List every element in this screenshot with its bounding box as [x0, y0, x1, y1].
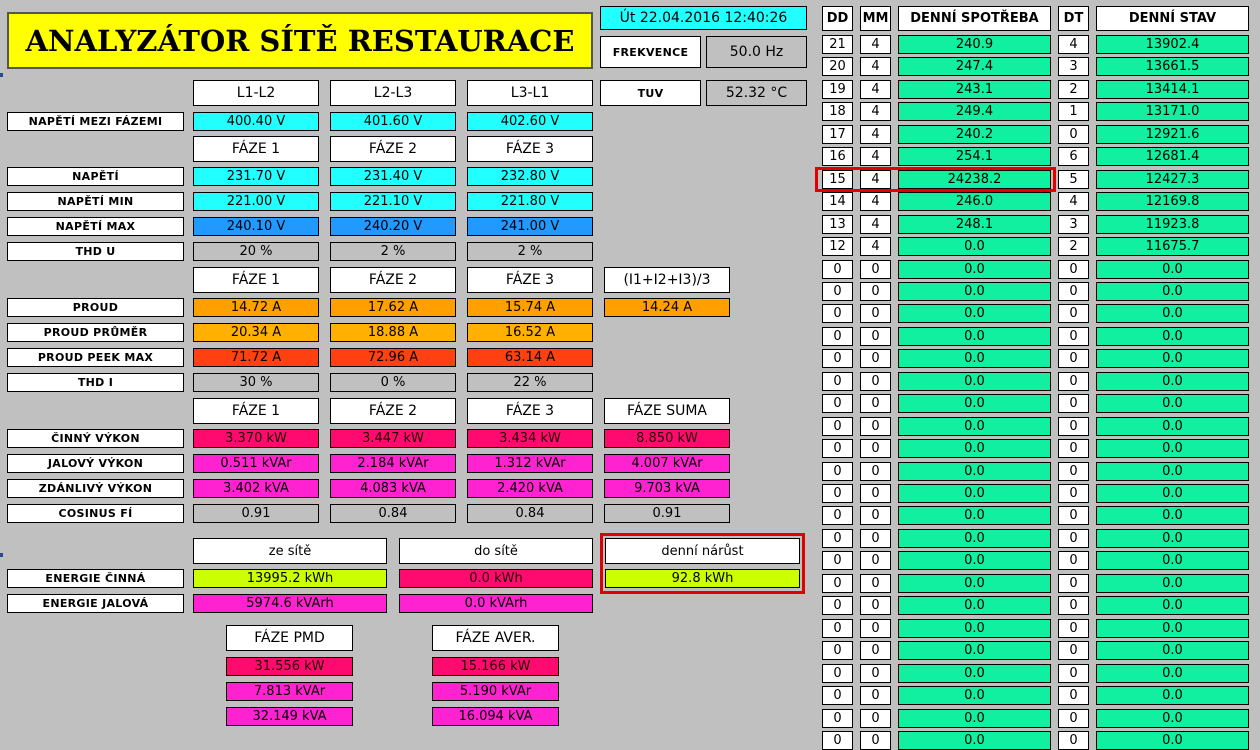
table-cell-daily-consumption: 0.0: [898, 484, 1051, 503]
row-label-line-voltage: NAPĚTÍ MEZI FÁZEMI: [7, 112, 184, 131]
table-cell-daily-state: 0.0: [1096, 619, 1249, 638]
table-cell-daily-consumption: 0.0: [898, 506, 1051, 525]
table-cell-dt: 0: [1058, 462, 1089, 481]
table-cell-dt: 0: [1058, 484, 1089, 503]
current-header-phase-3: FÁZE 3: [467, 267, 593, 293]
row-label-current-avg: PROUD PRŮMĚR: [7, 323, 184, 342]
table-cell-mm: 0: [860, 574, 891, 593]
voltage-max-phase-1: 240.10 V: [193, 217, 319, 236]
table-cell-daily-state: 13414.1: [1096, 80, 1249, 99]
table-cell-dt: 0: [1058, 260, 1089, 279]
table-cell-mm: 4: [860, 102, 891, 121]
table-header-daily-consumption: DENNÍ SPOTŘEBA: [898, 6, 1051, 31]
table-cell-daily-state: 0.0: [1096, 304, 1249, 323]
power-header-phase-1: FÁZE 1: [193, 398, 319, 424]
reactive-power-phase-1: 0.511 kVAr: [193, 454, 319, 473]
cosinus-phase-1: 0.91: [193, 504, 319, 523]
table-cell-mm: 0: [860, 439, 891, 458]
table-header-dd: DD: [822, 6, 853, 31]
table-cell-dt: 2: [1058, 237, 1089, 256]
aver-active-power: 15.166 kW: [432, 657, 559, 676]
header-phase-2: FÁZE 2: [330, 136, 456, 162]
table-cell-dt: 0: [1058, 417, 1089, 436]
row-label-voltage-max: NAPĚTÍ MAX: [7, 217, 184, 236]
current-phase-1: 14.72 A: [193, 298, 319, 317]
reactive-energy-from-grid: 5974.6 kVArh: [193, 594, 387, 613]
aver-header: FÁZE AVER.: [432, 625, 559, 651]
table-cell-daily-state: 0.0: [1096, 731, 1249, 750]
power-header-phase-3: FÁZE 3: [467, 398, 593, 424]
table-cell-daily-consumption: 0.0: [898, 709, 1051, 728]
cosinus-phase-2: 0.84: [330, 504, 456, 523]
table-cell-dd: 0: [822, 506, 853, 525]
voltage-min-phase-2: 221.10 V: [330, 192, 456, 211]
current-peak-phase-3: 63.14 A: [467, 348, 593, 367]
table-cell-daily-state: 0.0: [1096, 641, 1249, 660]
thd-u-phase-2: 2 %: [330, 242, 456, 261]
row-label-reactive-power: JALOVÝ VÝKON: [7, 454, 184, 473]
tuv-label: TUV: [600, 80, 701, 106]
table-header-daily-state: DENNÍ STAV: [1096, 6, 1249, 31]
table-cell-daily-state: 0.0: [1096, 282, 1249, 301]
table-cell-dd: 19: [822, 80, 853, 99]
table-header-dt: DT: [1058, 6, 1089, 31]
table-cell-daily-consumption: 0.0: [898, 731, 1051, 750]
table-cell-daily-state: 0.0: [1096, 574, 1249, 593]
table-cell-daily-consumption: 0.0: [898, 596, 1051, 615]
thd-i-phase-3: 22 %: [467, 373, 593, 392]
table-cell-dt: 0: [1058, 596, 1089, 615]
active-power-phase-1: 3.370 kW: [193, 429, 319, 448]
table-cell-dd: 0: [822, 282, 853, 301]
table-cell-dd: 0: [822, 596, 853, 615]
table-cell-daily-consumption: 248.1: [898, 215, 1051, 234]
row-label-current: PROUD: [7, 298, 184, 317]
table-cell-mm: 0: [860, 484, 891, 503]
table-cell-daily-state: 12681.4: [1096, 147, 1249, 166]
power-header-phase-2: FÁZE 2: [330, 398, 456, 424]
highlight-anomalous-row: [815, 167, 1056, 192]
table-cell-daily-consumption: 0.0: [898, 260, 1051, 279]
table-cell-mm: 0: [860, 349, 891, 368]
table-cell-daily-consumption: 243.1: [898, 80, 1051, 99]
table-cell-daily-state: 0.0: [1096, 506, 1249, 525]
table-cell-daily-consumption: 0.0: [898, 327, 1051, 346]
voltage-phase-1: 231.70 V: [193, 167, 319, 186]
header-phase-1: FÁZE 1: [193, 136, 319, 162]
table-cell-dt: 0: [1058, 125, 1089, 144]
table-cell-daily-consumption: 0.0: [898, 394, 1051, 413]
table-cell-daily-consumption: 0.0: [898, 574, 1051, 593]
table-cell-daily-consumption: 0.0: [898, 282, 1051, 301]
table-cell-daily-state: 0.0: [1096, 686, 1249, 705]
table-cell-daily-consumption: 0.0: [898, 551, 1051, 570]
current-peak-phase-1: 71.72 A: [193, 348, 319, 367]
table-cell-dd: 16: [822, 147, 853, 166]
table-cell-daily-state: 0.0: [1096, 327, 1249, 346]
energy-header-daily-increase: denní nárůst: [605, 538, 800, 564]
line-voltage-l1l2: 400.40 V: [193, 112, 319, 131]
active-energy-daily-increase: 92.8 kWh: [605, 569, 800, 588]
current-header-phase-2: FÁZE 2: [330, 267, 456, 293]
row-label-active-power: ČINNÝ VÝKON: [7, 429, 184, 448]
table-cell-daily-consumption: 0.0: [898, 619, 1051, 638]
table-cell-mm: 0: [860, 709, 891, 728]
table-cell-daily-consumption: 240.2: [898, 125, 1051, 144]
apparent-power-sum: 9.703 kVA: [604, 479, 730, 498]
table-cell-mm: 0: [860, 260, 891, 279]
thd-i-phase-2: 0 %: [330, 373, 456, 392]
voltage-min-phase-3: 221.80 V: [467, 192, 593, 211]
current-peak-phase-2: 72.96 A: [330, 348, 456, 367]
table-cell-dt: 0: [1058, 709, 1089, 728]
cosinus-phase-3: 0.84: [467, 504, 593, 523]
thd-u-phase-1: 20 %: [193, 242, 319, 261]
active-power-sum: 8.850 kW: [604, 429, 730, 448]
table-cell-dt: 4: [1058, 35, 1089, 54]
voltage-max-phase-2: 240.20 V: [330, 217, 456, 236]
pmd-apparent-power: 32.149 kVA: [226, 707, 353, 726]
table-cell-daily-state: 12427.3: [1096, 170, 1249, 189]
voltage-phase-3: 232.80 V: [467, 167, 593, 186]
current-avg-phase-2: 18.88 A: [330, 323, 456, 342]
table-cell-mm: 0: [860, 731, 891, 750]
apparent-power-phase-3: 2.420 kVA: [467, 479, 593, 498]
current-phase-2: 17.62 A: [330, 298, 456, 317]
table-cell-daily-state: 0.0: [1096, 529, 1249, 548]
header-l2-l3: L2-L3: [330, 80, 456, 106]
table-cell-daily-consumption: 0.0: [898, 462, 1051, 481]
current-average: 14.24 A: [604, 298, 730, 317]
table-cell-dd: 0: [822, 731, 853, 750]
table-cell-mm: 4: [860, 35, 891, 54]
active-energy-to-grid: 0.0 kWh: [399, 569, 593, 588]
table-cell-dd: 0: [822, 349, 853, 368]
table-cell-mm: 0: [860, 529, 891, 548]
table-cell-mm: 4: [860, 170, 891, 189]
current-header-phase-1: FÁZE 1: [193, 267, 319, 293]
table-cell-dt: 2: [1058, 80, 1089, 99]
row-label-voltage-min: NAPĚTÍ MIN: [7, 192, 184, 211]
header-phase-3: FÁZE 3: [467, 136, 593, 162]
table-cell-dd: 0: [822, 619, 853, 638]
table-cell-daily-state: 0.0: [1096, 372, 1249, 391]
table-cell-mm: 0: [860, 686, 891, 705]
table-cell-daily-state: 13661.5: [1096, 57, 1249, 76]
table-cell-daily-state: 0.0: [1096, 484, 1249, 503]
table-cell-daily-consumption: 0.0: [898, 664, 1051, 683]
table-cell-daily-state: 13171.0: [1096, 102, 1249, 121]
voltage-min-phase-1: 221.00 V: [193, 192, 319, 211]
table-cell-daily-state: 12921.6: [1096, 125, 1249, 144]
table-cell-daily-consumption: 0.0: [898, 372, 1051, 391]
row-label-voltage: NAPĚTÍ: [7, 167, 184, 186]
thd-i-phase-1: 30 %: [193, 373, 319, 392]
table-cell-mm: 0: [860, 664, 891, 683]
table-cell-dd: 12: [822, 237, 853, 256]
reactive-energy-to-grid: 0.0 kVArh: [399, 594, 593, 613]
table-cell-dt: 0: [1058, 349, 1089, 368]
table-cell-dd: 0: [822, 641, 853, 660]
table-cell-dd: 18: [822, 102, 853, 121]
active-energy-from-grid: 13995.2 kWh: [193, 569, 387, 588]
table-cell-mm: 4: [860, 80, 891, 99]
table-cell-mm: 0: [860, 596, 891, 615]
table-cell-dt: 0: [1058, 304, 1089, 323]
pmd-active-power: 31.556 kW: [226, 657, 353, 676]
table-cell-daily-state: 0.0: [1096, 596, 1249, 615]
table-cell-mm: 4: [860, 237, 891, 256]
reactive-power-phase-3: 1.312 kVAr: [467, 454, 593, 473]
energy-header-to-grid: do sítě: [399, 538, 593, 564]
row-label-current-peak: PROUD PEEK MAX: [7, 348, 184, 367]
frequency-value: 50.0 Hz: [706, 36, 807, 68]
table-cell-dt: 0: [1058, 327, 1089, 346]
pmd-reactive-power: 7.813 kVAr: [226, 682, 353, 701]
voltage-max-phase-3: 241.00 V: [467, 217, 593, 236]
table-cell-dt: 0: [1058, 731, 1089, 750]
table-cell-dt: 1: [1058, 102, 1089, 121]
table-cell-dt: 0: [1058, 641, 1089, 660]
table-cell-daily-state: 0.0: [1096, 349, 1249, 368]
thd-u-phase-3: 2 %: [467, 242, 593, 261]
power-header-sum: FÁZE SUMA: [604, 398, 730, 424]
table-cell-mm: 0: [860, 641, 891, 660]
cosinus-sum: 0.91: [604, 504, 730, 523]
table-cell-daily-state: 0.0: [1096, 439, 1249, 458]
line-voltage-l2l3: 401.60 V: [330, 112, 456, 131]
table-cell-dt: 4: [1058, 192, 1089, 211]
table-cell-daily-consumption: 0.0: [898, 529, 1051, 548]
table-cell-daily-state: 0.0: [1096, 260, 1249, 279]
table-cell-dd: 0: [822, 686, 853, 705]
table-cell-dt: 0: [1058, 394, 1089, 413]
table-cell-dt: 0: [1058, 574, 1089, 593]
table-cell-daily-state: 11675.7: [1096, 237, 1249, 256]
table-cell-dd: 21: [822, 35, 853, 54]
row-label-active-energy: ENERGIE ČINNÁ: [7, 569, 184, 588]
table-cell-daily-state: 0.0: [1096, 417, 1249, 436]
table-cell-daily-consumption: 0.0: [898, 641, 1051, 660]
active-power-phase-2: 3.447 kW: [330, 429, 456, 448]
table-cell-daily-state: 11923.8: [1096, 215, 1249, 234]
row-label-cosinus: COSINUS FÍ: [7, 504, 184, 523]
table-cell-dt: 0: [1058, 664, 1089, 683]
table-cell-mm: 4: [860, 57, 891, 76]
table-cell-daily-consumption: 24238.2: [898, 170, 1051, 189]
table-cell-dd: 15: [822, 170, 853, 189]
table-cell-dt: 3: [1058, 57, 1089, 76]
table-cell-dd: 0: [822, 551, 853, 570]
table-cell-dd: 0: [822, 417, 853, 436]
row-label-thd-i: THD I: [7, 373, 184, 392]
table-cell-daily-consumption: 0.0: [898, 304, 1051, 323]
table-cell-daily-state: 0.0: [1096, 462, 1249, 481]
edge-marker: [0, 553, 3, 557]
table-cell-daily-consumption: 249.4: [898, 102, 1051, 121]
table-cell-mm: 0: [860, 282, 891, 301]
table-cell-dt: 0: [1058, 529, 1089, 548]
current-avg-phase-3: 16.52 A: [467, 323, 593, 342]
energy-header-from-grid: ze sítě: [193, 538, 387, 564]
table-cell-daily-consumption: 247.4: [898, 57, 1051, 76]
table-cell-daily-state: 0.0: [1096, 664, 1249, 683]
table-cell-daily-consumption: 0.0: [898, 349, 1051, 368]
table-cell-mm: 0: [860, 327, 891, 346]
datetime-display: Út 22.04.2016 12:40:26: [600, 6, 807, 30]
table-cell-dt: 3: [1058, 215, 1089, 234]
table-cell-daily-state: 0.0: [1096, 551, 1249, 570]
table-cell-dt: 5: [1058, 170, 1089, 189]
row-label-thd-u: THD U: [7, 242, 184, 261]
table-cell-daily-consumption: 0.0: [898, 237, 1051, 256]
table-cell-dd: 13: [822, 215, 853, 234]
pmd-header: FÁZE PMD: [226, 625, 353, 651]
table-cell-dd: 0: [822, 304, 853, 323]
table-cell-dd: 0: [822, 439, 853, 458]
highlight-daily-increase: [600, 533, 805, 594]
table-cell-mm: 0: [860, 619, 891, 638]
table-cell-mm: 4: [860, 147, 891, 166]
table-cell-dt: 0: [1058, 372, 1089, 391]
tuv-value: 52.32 °C: [706, 80, 807, 106]
table-cell-daily-consumption: 246.0: [898, 192, 1051, 211]
line-voltage-l3l1: 402.60 V: [467, 112, 593, 131]
table-cell-dd: 0: [822, 529, 853, 548]
table-cell-dd: 0: [822, 664, 853, 683]
table-cell-mm: 0: [860, 394, 891, 413]
table-cell-dd: 0: [822, 462, 853, 481]
table-cell-dt: 6: [1058, 147, 1089, 166]
current-avg-phase-1: 20.34 A: [193, 323, 319, 342]
current-phase-3: 15.74 A: [467, 298, 593, 317]
row-label-apparent-power: ZDÁNLIVÝ VÝKON: [7, 479, 184, 498]
table-cell-daily-consumption: 240.9: [898, 35, 1051, 54]
active-power-phase-3: 3.434 kW: [467, 429, 593, 448]
aver-apparent-power: 16.094 kVA: [432, 707, 559, 726]
table-cell-dt: 0: [1058, 686, 1089, 705]
apparent-power-phase-1: 3.402 kVA: [193, 479, 319, 498]
table-cell-dd: 17: [822, 125, 853, 144]
table-cell-dd: 0: [822, 484, 853, 503]
table-cell-daily-consumption: 0.0: [898, 439, 1051, 458]
reactive-power-sum: 4.007 kVAr: [604, 454, 730, 473]
table-cell-mm: 0: [860, 417, 891, 436]
table-cell-dd: 14: [822, 192, 853, 211]
header-l3-l1: L3-L1: [467, 80, 593, 106]
reactive-power-phase-2: 2.184 kVAr: [330, 454, 456, 473]
table-cell-daily-consumption: 254.1: [898, 147, 1051, 166]
table-header-mm: MM: [860, 6, 891, 31]
frequency-label: FREKVENCE: [600, 36, 701, 68]
table-cell-mm: 0: [860, 506, 891, 525]
table-cell-dd: 20: [822, 57, 853, 76]
table-cell-dd: 0: [822, 260, 853, 279]
table-cell-mm: 4: [860, 215, 891, 234]
table-cell-dt: 0: [1058, 551, 1089, 570]
table-cell-mm: 0: [860, 372, 891, 391]
table-cell-mm: 4: [860, 125, 891, 144]
page-title: ANALYZÁTOR SÍTĚ RESTAURACE: [7, 12, 593, 69]
table-cell-daily-state: 0.0: [1096, 709, 1249, 728]
table-cell-dt: 0: [1058, 282, 1089, 301]
table-cell-daily-state: 0.0: [1096, 394, 1249, 413]
header-l1-l2: L1-L2: [193, 80, 319, 106]
voltage-phase-2: 231.40 V: [330, 167, 456, 186]
table-cell-mm: 0: [860, 551, 891, 570]
table-cell-mm: 0: [860, 462, 891, 481]
apparent-power-phase-2: 4.083 kVA: [330, 479, 456, 498]
table-cell-dd: 0: [822, 394, 853, 413]
table-cell-dd: 0: [822, 709, 853, 728]
table-cell-daily-consumption: 0.0: [898, 686, 1051, 705]
table-cell-dd: 0: [822, 327, 853, 346]
table-cell-dd: 0: [822, 372, 853, 391]
table-cell-dt: 0: [1058, 619, 1089, 638]
table-cell-daily-state: 13902.4: [1096, 35, 1249, 54]
table-cell-daily-state: 12169.8: [1096, 192, 1249, 211]
table-cell-mm: 0: [860, 304, 891, 323]
table-cell-dd: 0: [822, 574, 853, 593]
table-cell-mm: 4: [860, 192, 891, 211]
table-cell-dt: 0: [1058, 439, 1089, 458]
row-label-reactive-energy: ENERGIE JALOVÁ: [7, 594, 184, 613]
edge-marker: [0, 73, 3, 77]
table-cell-dt: 0: [1058, 506, 1089, 525]
table-cell-daily-consumption: 0.0: [898, 417, 1051, 436]
aver-reactive-power: 5.190 kVAr: [432, 682, 559, 701]
current-header-average: (I1+I2+I3)/3: [604, 267, 730, 293]
